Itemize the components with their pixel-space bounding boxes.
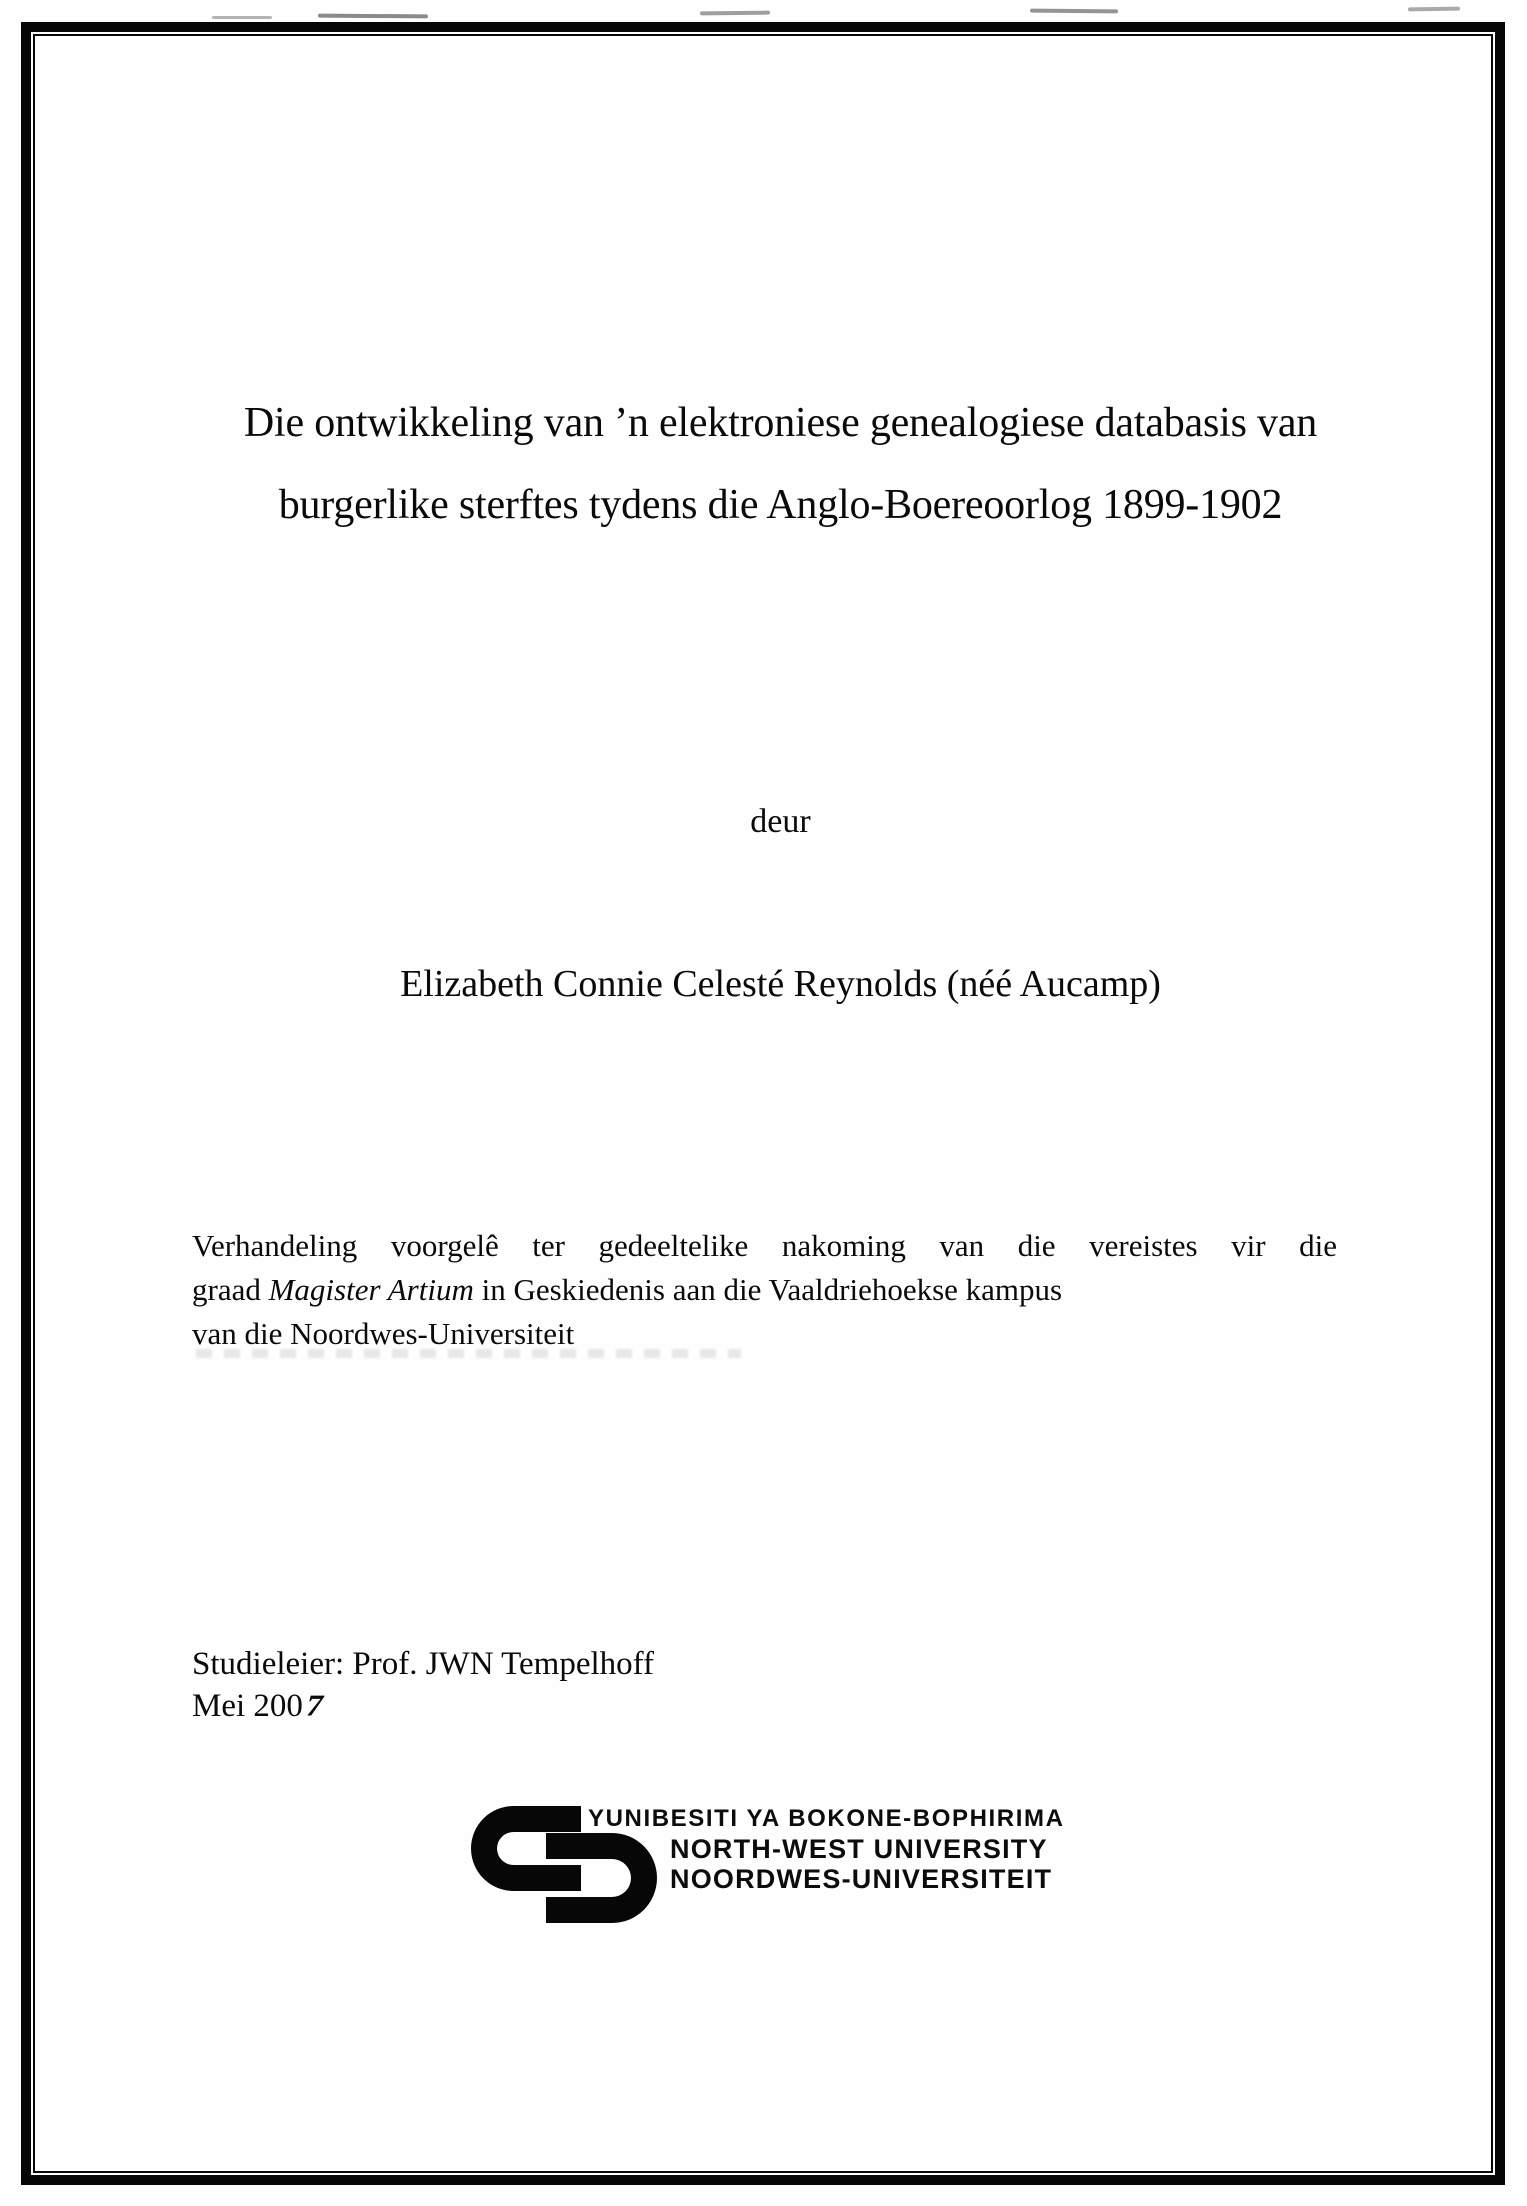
scan-artifact [1030, 9, 1118, 14]
logo-line-english: NORTH-WEST UNIVERSITY [670, 1834, 1048, 1864]
date-last-digit: 7 [301, 1689, 327, 1723]
declaration-line1: Verhandeling voorgelê ter gedeeltelike nakoming van die vereistes vir die [192, 1228, 1337, 1263]
declaration-line2 [192, 1268, 1337, 1312]
date-prefix: Mei 200 [192, 1688, 303, 1724]
supervisor-block [192, 1643, 654, 1727]
date-line [192, 1685, 654, 1727]
declaration-line2-post: in Geskiedenis aan die Vaaldriehoekse kampus [473, 1272, 1063, 1307]
supervisor-line: Studieleier: Prof. JWN Tempelhoff [192, 1646, 655, 1682]
scan-artifact [700, 11, 770, 16]
thesis-title-line1: Die ontwikkeling van ’n elektroniese genealogiese databasis van [243, 400, 1318, 446]
scan-artifact [212, 16, 272, 19]
thesis-title-line2: burgerlike sterftes tydens die Anglo-Boereoorlog 1899-1902 [278, 482, 1283, 528]
declaration-line2-pre: graad [192, 1272, 269, 1307]
declaration-paragraph [192, 1224, 1337, 1356]
scan-bleedthrough [196, 1349, 741, 1358]
nwu-logo-wordmark [588, 1804, 1065, 1894]
thesis-title [34, 382, 1527, 546]
logo-line-setswana: YUNIBESITI YA BOKONE-BOPHIRIMA [588, 1805, 1065, 1832]
author-name: Elizabeth Connie Celesté Reynolds (néé Aucamp) [400, 963, 1161, 1005]
byline-label: deur [750, 803, 811, 840]
declaration-line3: van die Noordwes-Universiteit [192, 1316, 575, 1351]
scan-artifact [1408, 7, 1460, 12]
scan-artifact [318, 14, 428, 19]
logo-line-afrikaans: NOORDWES-UNIVERSITEIT [670, 1864, 1053, 1894]
degree-name: Magister Artium [268, 1272, 474, 1307]
